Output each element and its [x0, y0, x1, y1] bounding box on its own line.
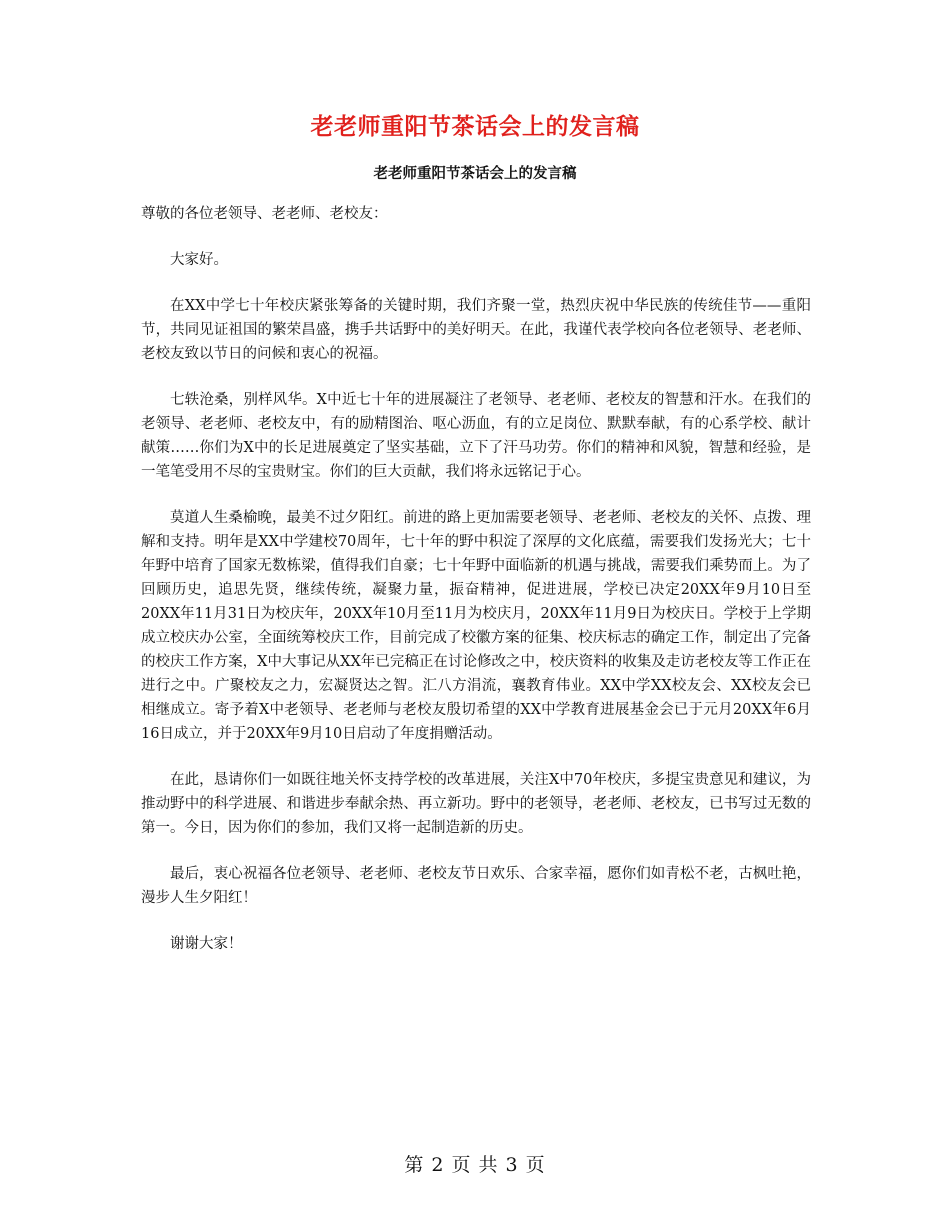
paragraph-4: 在此，恳请你们一如既往地关怀支持学校的改革进展，关注X中70年校庆，多提宝贵意见和建议，为推动野中的科学进展、和谐进步奉献余热、再立新功。野中的老领导，老老师、老校友，已书写过无数的第一。今日，因为你们的参加，我们又将一起制造新的历史。: [141, 772, 811, 836]
page-number-footer: 第 2 页 共 3 页: [404, 1154, 546, 1176]
document-subtitle: 老老师重阳节茶话会上的发言稿: [373, 165, 577, 182]
salutation: 尊敬的各位老领导、老老师、老校友：: [141, 206, 388, 222]
paragraph-3: 莫道人生桑榆晚，最美不过夕阳红。前进的路上更加需要老领导、老老师、老校友的关怀、点拨、理解和支持。明年是XX中学建校70周年，七十年的野中积淀了深厚的文化底蕴，需要我们发扬光大；七十年野中培育了国家无数栋梁，值得我们自豪；七十年野中面临新的机遇与挑战，需要我们乘势而上。为了回顾历史，追思先贤，继续传统，凝聚力量，振奋精神，促进进展，学校已决定20XX年9月10日至20XX年11月31日为校庆年，20XX年10月至11月为校庆月，20XX年11月9日为校庆日。学校于上学期成立校庆办公室，全面统筹校庆工作，目前完成了校徽方案的征集、校庆标志的确定工作，制定出了完备的校庆工作方案，X中大事记从XX年已完稿正在讨论修改之中，校庆资料的收集及走访老校友等工作正在进行之中。广聚校友之力，宏凝贤达之智。汇八方涓流，襄教育伟业。XX中学XX校友会、XX校友会已相继成立。寄予着X中老领导、老老师与老校友殷切希望的XX中学教育进展基金会已于元月20XX年6月16日成立，并于20XX年9月10日启动了年度捐赠活动。: [141, 510, 811, 742]
paragraph-5: 最后，衷心祝福各位老领导、老老师、老校友节日欢乐、合家幸福，愿你们如青松不老，古枫吐艳，漫步人生夕阳红！: [141, 866, 811, 906]
paragraph-1: 在XX中学七十年校庆紧张筹备的关键时期，我们齐聚一堂，热烈庆祝中华民族的传统佳节——重阳节，共同见证祖国的繁荣昌盛，携手共话野中的美好明天。在此，我谨代表学校向各位老领导、老老师、老校友致以节日的问候和衷心的祝福。: [141, 298, 811, 362]
document-title: 老老师重阳节茶话会上的发言稿: [310, 113, 640, 140]
document-body: [141, 202, 811, 978]
greeting: 大家好。: [170, 252, 228, 268]
closing: 谢谢大家！: [170, 936, 243, 952]
paragraph-2: 七轶沧桑，别样风华。X中近七十年的进展凝注了老领导、老老师、老校友的智慧和汗水。在我们的老领导、老老师、老校友中，有的励精图治、呕心沥血，有的立足岗位、默默奉献，有的心系学校、献计献策……你们为X中的长足进展奠定了坚实基础，立下了汗马功劳。你们的精神和风貌，智慧和经验，是一笔笔受用不尽的宝贵财宝。你们的巨大贡献，我们将永远铭记于心。: [141, 392, 811, 480]
